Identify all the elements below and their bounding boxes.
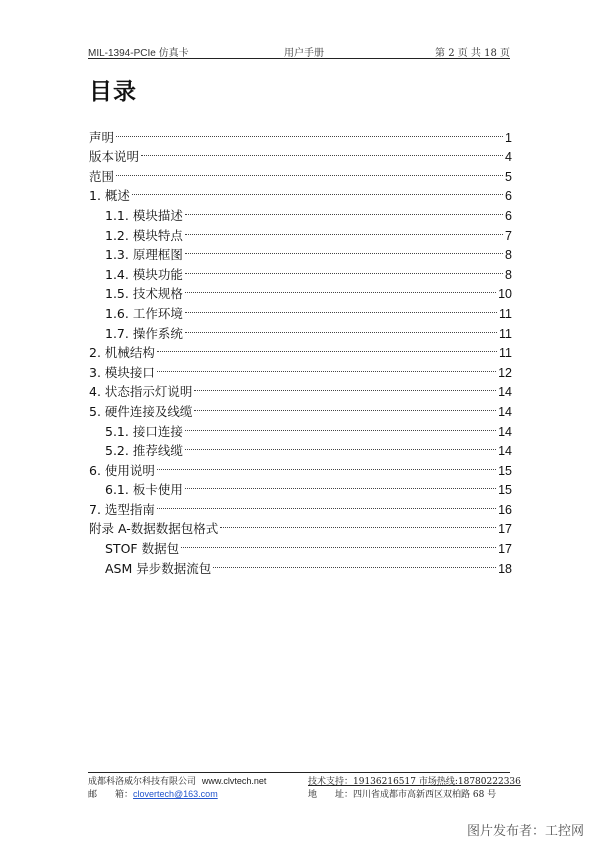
footer-website[interactable]: www.clvtech.net bbox=[201, 776, 267, 786]
toc-entry-title: 5.2. 推荐线缆 bbox=[105, 443, 183, 459]
toc-dot-leader bbox=[185, 220, 503, 240]
toc-dot-leader bbox=[185, 240, 503, 260]
toc-entry-title: 2. 机械结构 bbox=[89, 345, 155, 361]
toc-entry-title: 1.4. 模块功能 bbox=[105, 266, 183, 282]
toc-dot-leader bbox=[185, 318, 497, 338]
toc-entry-title: 1. 概述 bbox=[89, 188, 130, 204]
toc-entry-page: 6 bbox=[505, 189, 512, 204]
toc-entry-page: 8 bbox=[505, 267, 512, 282]
toc-entry-title: 1.5. 技术规格 bbox=[105, 286, 183, 302]
toc-entry-title: 6.1. 板卡使用 bbox=[105, 482, 183, 498]
toc-entry-page: 8 bbox=[505, 248, 512, 263]
header-divider bbox=[88, 58, 510, 59]
toc-dot-leader bbox=[157, 357, 496, 377]
toc-entry-title: 7. 选型指南 bbox=[89, 501, 155, 517]
toc-entry[interactable] bbox=[89, 181, 512, 204]
table-of-contents bbox=[89, 122, 512, 576]
footer-email-label: 邮 箱： bbox=[88, 790, 134, 800]
toc-dot-leader bbox=[185, 298, 497, 318]
toc-dot-leader bbox=[194, 396, 496, 416]
toc-entry-title: 1.3. 原理框图 bbox=[105, 247, 183, 263]
header-page-number: 第 2 页 共 18 页 bbox=[435, 48, 510, 59]
toc-entry-title: 声明 bbox=[89, 129, 115, 145]
toc-dot-leader bbox=[157, 338, 497, 358]
toc-dot-leader bbox=[157, 455, 496, 475]
toc-entry-title: 5.1. 接口连接 bbox=[105, 423, 183, 439]
toc-entry-title: 6. 使用说明 bbox=[89, 462, 155, 478]
toc-dot-leader bbox=[185, 436, 496, 456]
toc-entry[interactable] bbox=[89, 142, 512, 165]
publisher-watermark: 图片发布者：工控网 bbox=[466, 824, 584, 839]
toc-dot-leader bbox=[185, 279, 496, 299]
toc-dot-leader bbox=[116, 161, 503, 181]
toc-entry-page: 15 bbox=[498, 463, 512, 478]
toc-dot-leader bbox=[141, 142, 503, 162]
toc-entry-page: 7 bbox=[505, 228, 512, 243]
toc-entry-page: 1 bbox=[505, 130, 512, 145]
toc-entry-title: 1.6. 工作环境 bbox=[105, 305, 183, 321]
toc-dot-leader bbox=[157, 494, 496, 514]
toc-dot-leader bbox=[116, 122, 503, 142]
toc-entry-title: 3. 模块接口 bbox=[89, 364, 155, 380]
toc-entry-page: 14 bbox=[498, 444, 512, 459]
toc-dot-leader bbox=[185, 475, 496, 495]
toc-entry-page: 10 bbox=[498, 287, 512, 302]
toc-entry-title: 1.2. 模块特点 bbox=[105, 227, 183, 243]
toc-dot-leader bbox=[185, 259, 503, 279]
toc-entry-page: 15 bbox=[498, 483, 512, 498]
header-product-name: MIL-1394-PCIe 仿真卡 bbox=[88, 48, 189, 59]
toc-entry[interactable] bbox=[89, 122, 512, 145]
toc-entry-title: 1.1. 模块描述 bbox=[105, 207, 183, 223]
toc-entry-title: 5. 硬件连接及线缆 bbox=[89, 403, 193, 419]
toc-entry-page: 17 bbox=[498, 522, 512, 537]
footer-support: 技术支持：19136216517 市场热线:18780222336 bbox=[308, 777, 521, 787]
footer-email-block bbox=[88, 787, 218, 800]
toc-entry-page: 12 bbox=[498, 365, 512, 380]
toc-dot-leader bbox=[185, 200, 503, 220]
toc-entry-page: 17 bbox=[498, 542, 512, 557]
footer-company-name: 成都科洛威尔科技有限公司 bbox=[88, 777, 197, 787]
toc-entry-title: STOF 数据包 bbox=[105, 541, 180, 557]
toc-entry-page: 14 bbox=[498, 404, 512, 419]
toc-dot-leader bbox=[185, 416, 496, 436]
toc-entry-title: ASM 异步数据流包 bbox=[105, 560, 212, 576]
footer-company bbox=[88, 774, 266, 787]
toc-entry-title: 附录 A-数据数据包格式 bbox=[89, 521, 219, 537]
toc-entry[interactable] bbox=[89, 200, 512, 223]
toc-entry-page: 5 bbox=[505, 169, 512, 184]
toc-dot-leader bbox=[132, 181, 503, 201]
toc-entry-page: 16 bbox=[498, 502, 512, 517]
toc-heading: 目录 bbox=[89, 79, 137, 105]
toc-entry-page: 11 bbox=[499, 346, 512, 361]
toc-entry-page: 11 bbox=[499, 326, 512, 341]
footer-address: 地 址：四川省成都市高新西区双柏路 68 号 bbox=[308, 790, 497, 800]
toc-entry-title: 4. 状态指示灯说明 bbox=[89, 384, 193, 400]
toc-entry-page: 14 bbox=[498, 424, 512, 439]
footer-email-link[interactable]: clovertech@163.com bbox=[133, 789, 218, 799]
toc-dot-leader bbox=[194, 377, 496, 397]
toc-entry-page: 18 bbox=[498, 561, 512, 576]
toc-dot-leader bbox=[213, 553, 496, 573]
toc-entry-title: 版本说明 bbox=[89, 149, 140, 165]
toc-entry-title: 1.7. 操作系统 bbox=[105, 325, 183, 341]
toc-entry-page: 4 bbox=[505, 150, 512, 165]
toc-entry-page: 11 bbox=[499, 306, 512, 321]
toc-entry-title: 范围 bbox=[89, 168, 115, 184]
toc-dot-leader bbox=[220, 514, 496, 534]
header-document-type: 用户手册 bbox=[284, 48, 324, 59]
toc-entry-page: 6 bbox=[505, 208, 512, 223]
toc-dot-leader bbox=[181, 533, 496, 553]
toc-entry[interactable] bbox=[89, 161, 512, 184]
toc-entry-page: 14 bbox=[498, 385, 512, 400]
footer-divider bbox=[88, 772, 510, 773]
